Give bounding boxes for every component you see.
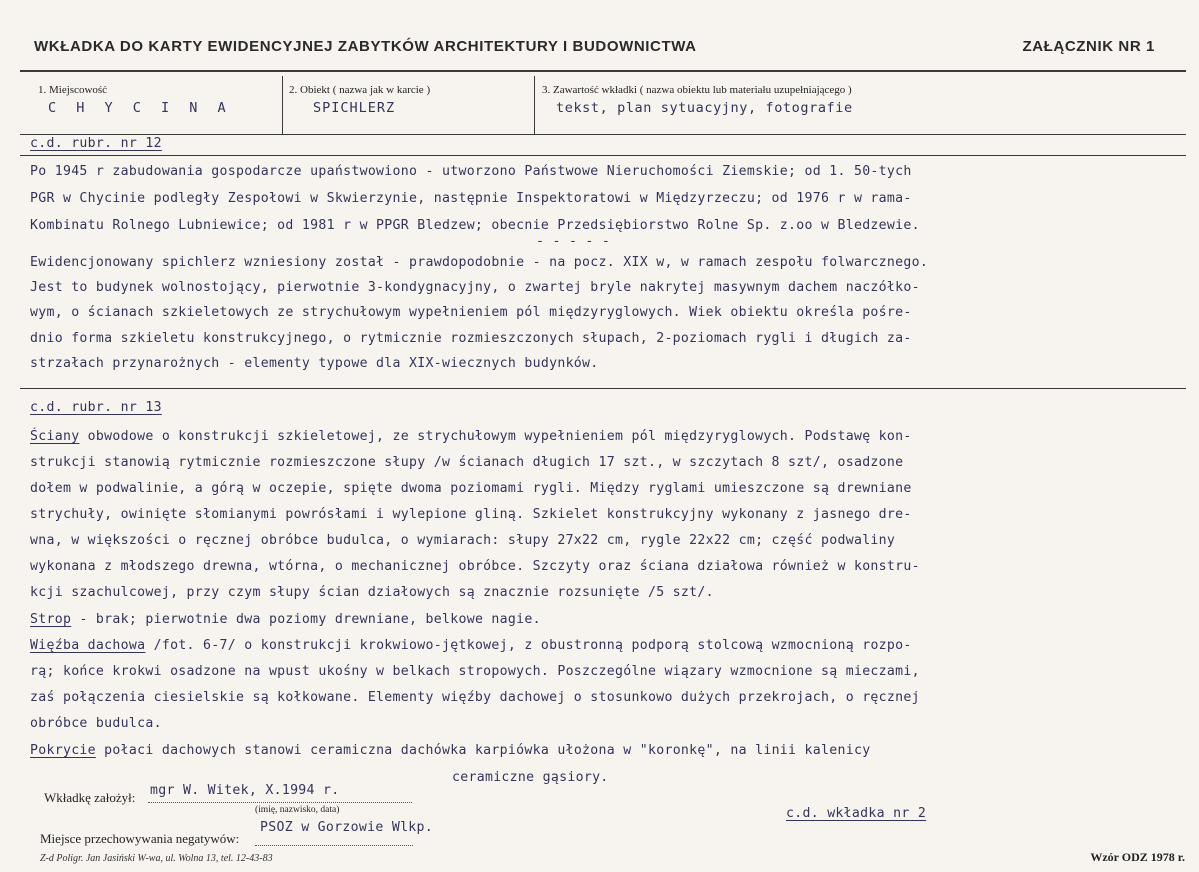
author-value: mgr W. Witek, X.1994 r. (150, 783, 340, 798)
form-model: Wzór ODZ 1978 r. (1090, 850, 1185, 864)
section-12-line: wym, o ścianach szkieletowych ze strychułowym wypełnieniem pól międzyryglowych. Wiek obiektu określa pośre- (30, 305, 912, 320)
field-divider-1 (282, 76, 283, 134)
roof-line: obróbce budulca. (30, 716, 162, 731)
ceiling-term: Strop (30, 612, 72, 627)
walls-line: dołem w podwalinie, a górą w oczepie, spięte dwoma poziomami rygli. Między ryglami umieszczone są drewniane (30, 481, 912, 496)
section-12-rule (20, 155, 1186, 156)
object-value: SPICHLERZ (313, 100, 396, 116)
cover-term: Pokrycie (30, 743, 96, 758)
walls-text: obwodowe o konstrukcji szkieletowej, ze strychułowym wypełnieniem pól międzyryglowych. Podstawę kon- (79, 429, 912, 444)
walls-line: wna, w większości o ręcznej obróbce budulca, o wymiarach: słupy 27x22 cm, rygle 22x22 cm; część podwaliny (30, 533, 896, 548)
walls-line (30, 429, 912, 444)
content-label: 3. Zawartość wkładki ( nazwa obiektu lub materiału uzupełniającego ) (542, 84, 852, 96)
author-label: Wkładkę założył: (44, 790, 136, 805)
cover-continuation: ceramiczne gąsiory. (452, 770, 609, 785)
cover-text: połaci dachowych stanowi ceramiczna dachówka karpiówka ułożona w "koronkę", na linii kalenicy (95, 743, 871, 758)
walls-term: Ściany (30, 429, 80, 444)
document-title: WKŁADKA DO KARTY EWIDENCYJNEJ ZABYTKÓW ARCHITEKTURY I BUDOWNICTWA (34, 38, 697, 55)
content-value: tekst, plan sytuacyjny, fotografie (556, 100, 853, 116)
header-rule (20, 70, 1186, 72)
ceiling-line (30, 612, 541, 627)
section-12-line: Kombinatu Rolnego Lubniewice; od 1981 r w PPGR Bledzew; obecnie Przedsiębiorstwo Rolne Sp. z.oo w Bledzewie. (30, 218, 920, 233)
fields-bottom-rule (20, 134, 1186, 135)
author-dotline (148, 802, 412, 803)
walls-line: strychuły, owinięte słomianymi powrósłami i wylepione gliną. Szkielet konstrukcyjny wykonany z jasnego dre- (30, 507, 912, 522)
section-12-line: dnio forma szkieletu konstrukcyjnego, o rytmicznie rozmieszczonych słupach, 2-poziomach rygli i długich za- (30, 331, 912, 346)
ceiling-text: - brak; pierwotnie dwa poziomy drewniane, belkowe nagie. (71, 612, 541, 627)
locality-value: C H Y C I N A (48, 100, 232, 116)
negatives-value: PSOZ w Gorzowie Wlkp. (260, 820, 434, 835)
roof-line: zaś połączenia ciesielskie są kołkowane. Elementy więźby dachowej o stosunkowo dużych przekrojach, o ręcznej (30, 690, 920, 705)
author-sub-label: (imię, nazwisko, data) (255, 805, 340, 815)
section-12-heading: c.d. rubr. nr 12 (30, 136, 162, 151)
roof-term: Więźba dachowa (30, 638, 146, 653)
field-divider-2 (534, 76, 535, 134)
cover-line (30, 743, 870, 758)
roof-line (30, 638, 912, 653)
next-insert-note: c.d. wkładka nr 2 (786, 806, 927, 821)
annex-number: ZAŁĄCZNIK NR 1 (1022, 38, 1155, 55)
section-separator: - - - - - (536, 234, 611, 249)
walls-line: strukcji stanowią rytmicznie rozmieszczone słupy /w ścianach długich 17 szt., w szczytach 8 szt/, osadzone (30, 455, 904, 470)
section-12-line: Ewidencjonowany spichlerz wzniesiony został - prawdopodobnie - na pocz. XIX w, w ramach zespołu folwarcznego. (30, 255, 929, 270)
locality-label: 1. Miejscowość (38, 84, 108, 96)
section-12-line: PGR w Chycinie podległy Zespołowi w Skwierzynie, następnie Inspektoratowi w Międzyrzeczu; od 1976 r w rama- (30, 191, 912, 206)
walls-line: kcji szachulcowej, przy czym słupy ścian działowych są znacznie rozsunięte /5 szt/. (30, 585, 714, 600)
roof-line: rą; końce krokwi osadzone na wpust ukośny w belkach stropowych. Poszczególne wiązary wzmocnione są mieczami, (30, 664, 920, 679)
negatives-dotline (255, 845, 413, 846)
walls-line: wykonana z młodszego drewna, wtórna, o mechanicznej obróbce. Szczyty oraz ściana działowa również w konstru- (30, 559, 920, 574)
roof-text: /fot. 6-7/ o konstrukcji krokwiowo-jętkowej, z obustronną podporą stolcową wzmocnioną rozpo- (145, 638, 912, 653)
section-13-heading: c.d. rubr. nr 13 (30, 400, 162, 415)
section-12-line: strzałach przynarożnych - elementy typowe dla XIX-wiecznych budynków. (30, 356, 599, 371)
negatives-label: Miejsce przechowywania negatywów: (40, 831, 240, 846)
object-label: 2. Obiekt ( nazwa jak w karcie ) (289, 84, 431, 96)
section-12-line: Jest to budynek wolnostojący, pierwotnie 3-kondygnacyjny, o zwartej bryle nakrytej masywnym dachem naczółko- (30, 280, 920, 295)
section-divider-rule (20, 388, 1186, 389)
section-12-line: Po 1945 r zabudowania gospodarcze upaństwowiono - utworzono Państwowe Nieruchomości Ziemskie; od 1. 50-tych (30, 164, 912, 179)
printer-note: Z-d Poligr. Jan Jasiński W-wa, ul. Wolna 13, tel. 12-43-83 (40, 853, 273, 864)
